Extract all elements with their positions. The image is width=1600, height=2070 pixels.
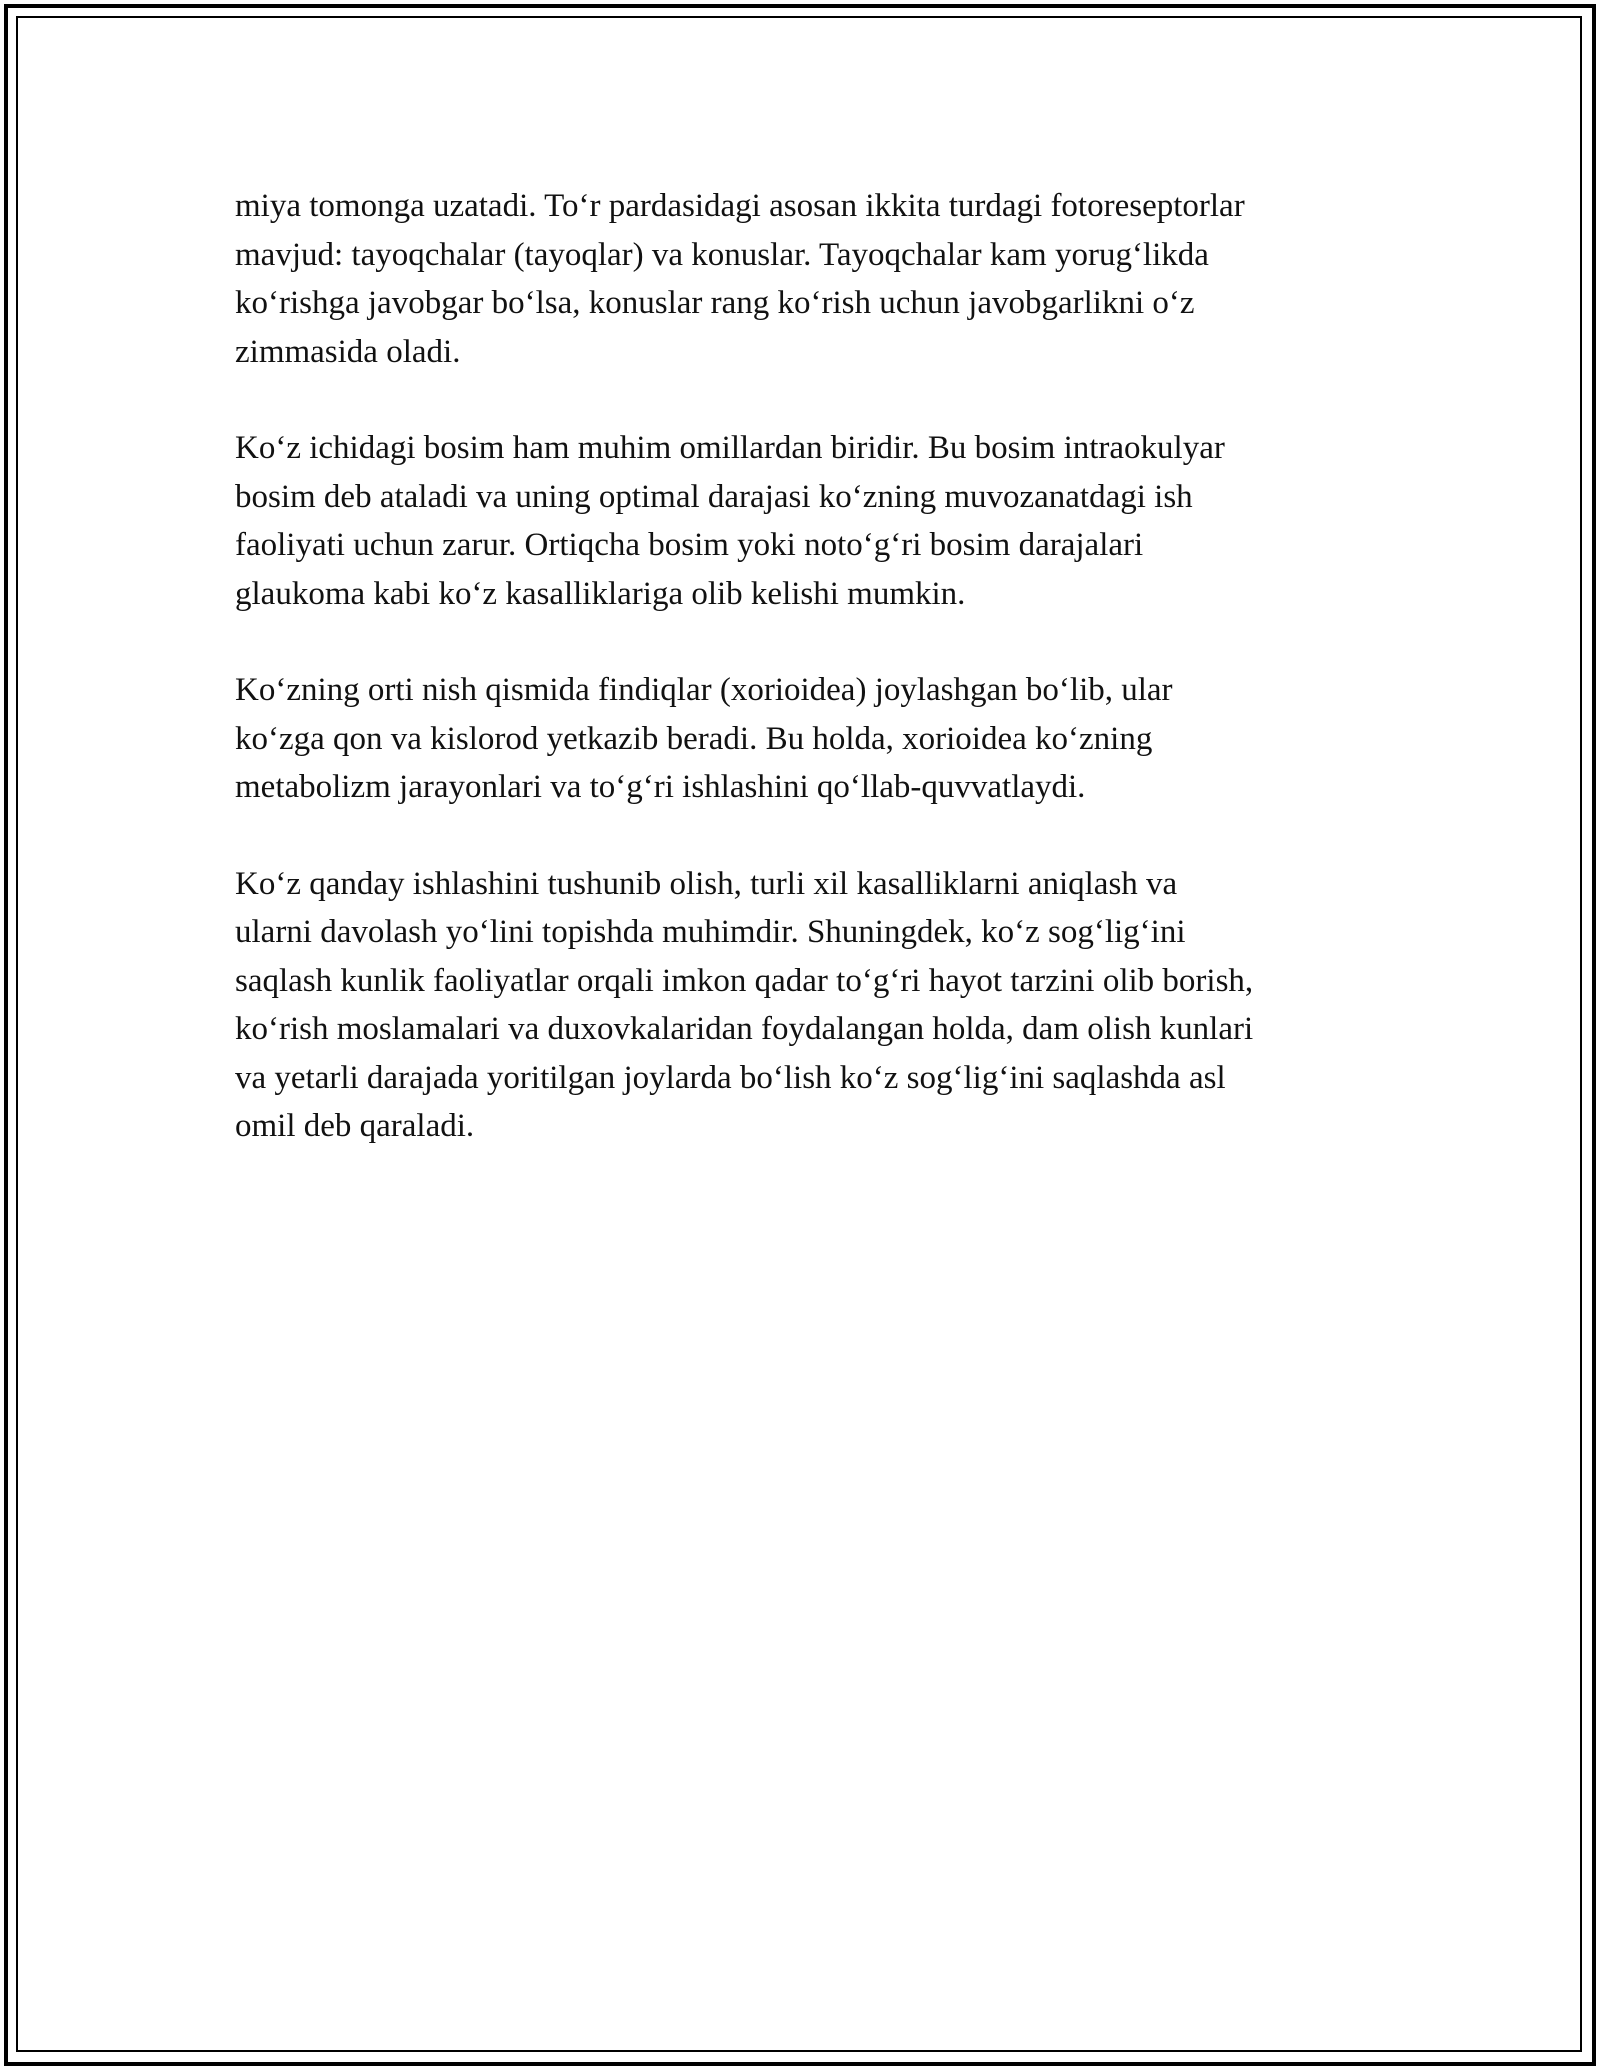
text-line: Ko‘z qanday ishlashini tushunib olish, turli xil kasalliklarni aniqlash va	[235, 865, 1178, 902]
text-line: ko‘zga qon va kislorod yetkazib beradi. Bu holda, xorioidea ko‘zning	[235, 720, 1153, 757]
text-line: miya tomonga uzatadi. To‘r pardasidagi asosan ikkita turdagi fotoreseptorlar	[235, 188, 1245, 224]
paragraph-1	[235, 182, 1375, 376]
paragraph-3	[235, 666, 1375, 812]
text-line: metabolizm jarayonlari va to‘g‘ri ishlashini qo‘llab-quvvatlaydi.	[235, 769, 1086, 805]
paragraph-2	[235, 424, 1375, 618]
text-line: omil deb qaraladi.	[235, 1108, 475, 1144]
text-line: va yetarli darajada yoritilgan joylarda bo‘lish ko‘z sog‘lig‘ini saqlashda asl	[235, 1059, 1226, 1096]
text-line: ularni davolash yo‘lini topishda muhimdir. Shuningdek, ko‘z sog‘lig‘ini	[235, 914, 1186, 950]
text-line: zimmasida oladi.	[235, 333, 461, 370]
text-line: Ko‘zning orti nish qismida findiqlar (xorioidea) joylashgan bo‘lib, ular	[235, 672, 1173, 708]
text-line: Ko‘z ichidagi bosim ham muhim omillardan biridir. Bu bosim intraokulyar	[235, 430, 1225, 466]
text-line: bosim deb ataladi va uning optimal darajasi ko‘zning muvozanatdagi ish	[235, 478, 1193, 515]
text-line: ko‘rish moslamalari va duxovkalaridan foydalangan holda, dam olish kunlari	[235, 1011, 1254, 1047]
paragraph-4	[235, 860, 1375, 1151]
document-body	[235, 182, 1375, 1199]
text-line: faoliyati uchun zarur. Ortiqcha bosim yoki noto‘g‘ri bosim darajalari	[235, 527, 1144, 563]
text-line: saqlash kunlik faoliyatlar orqali imkon qadar to‘g‘ri hayot tarzini olib borish,	[235, 962, 1254, 999]
text-line: mavjud: tayoqchalar (tayoqlar) va konuslar. Tayoqchalar kam yorug‘likda	[235, 236, 1209, 273]
text-line: ko‘rishga javobgar bo‘lsa, konuslar rang ko‘rish uchun javobgarlikni o‘z	[235, 285, 1195, 321]
text-line: glaukoma kabi ko‘z kasalliklariga olib kelishi mumkin.	[235, 575, 966, 612]
